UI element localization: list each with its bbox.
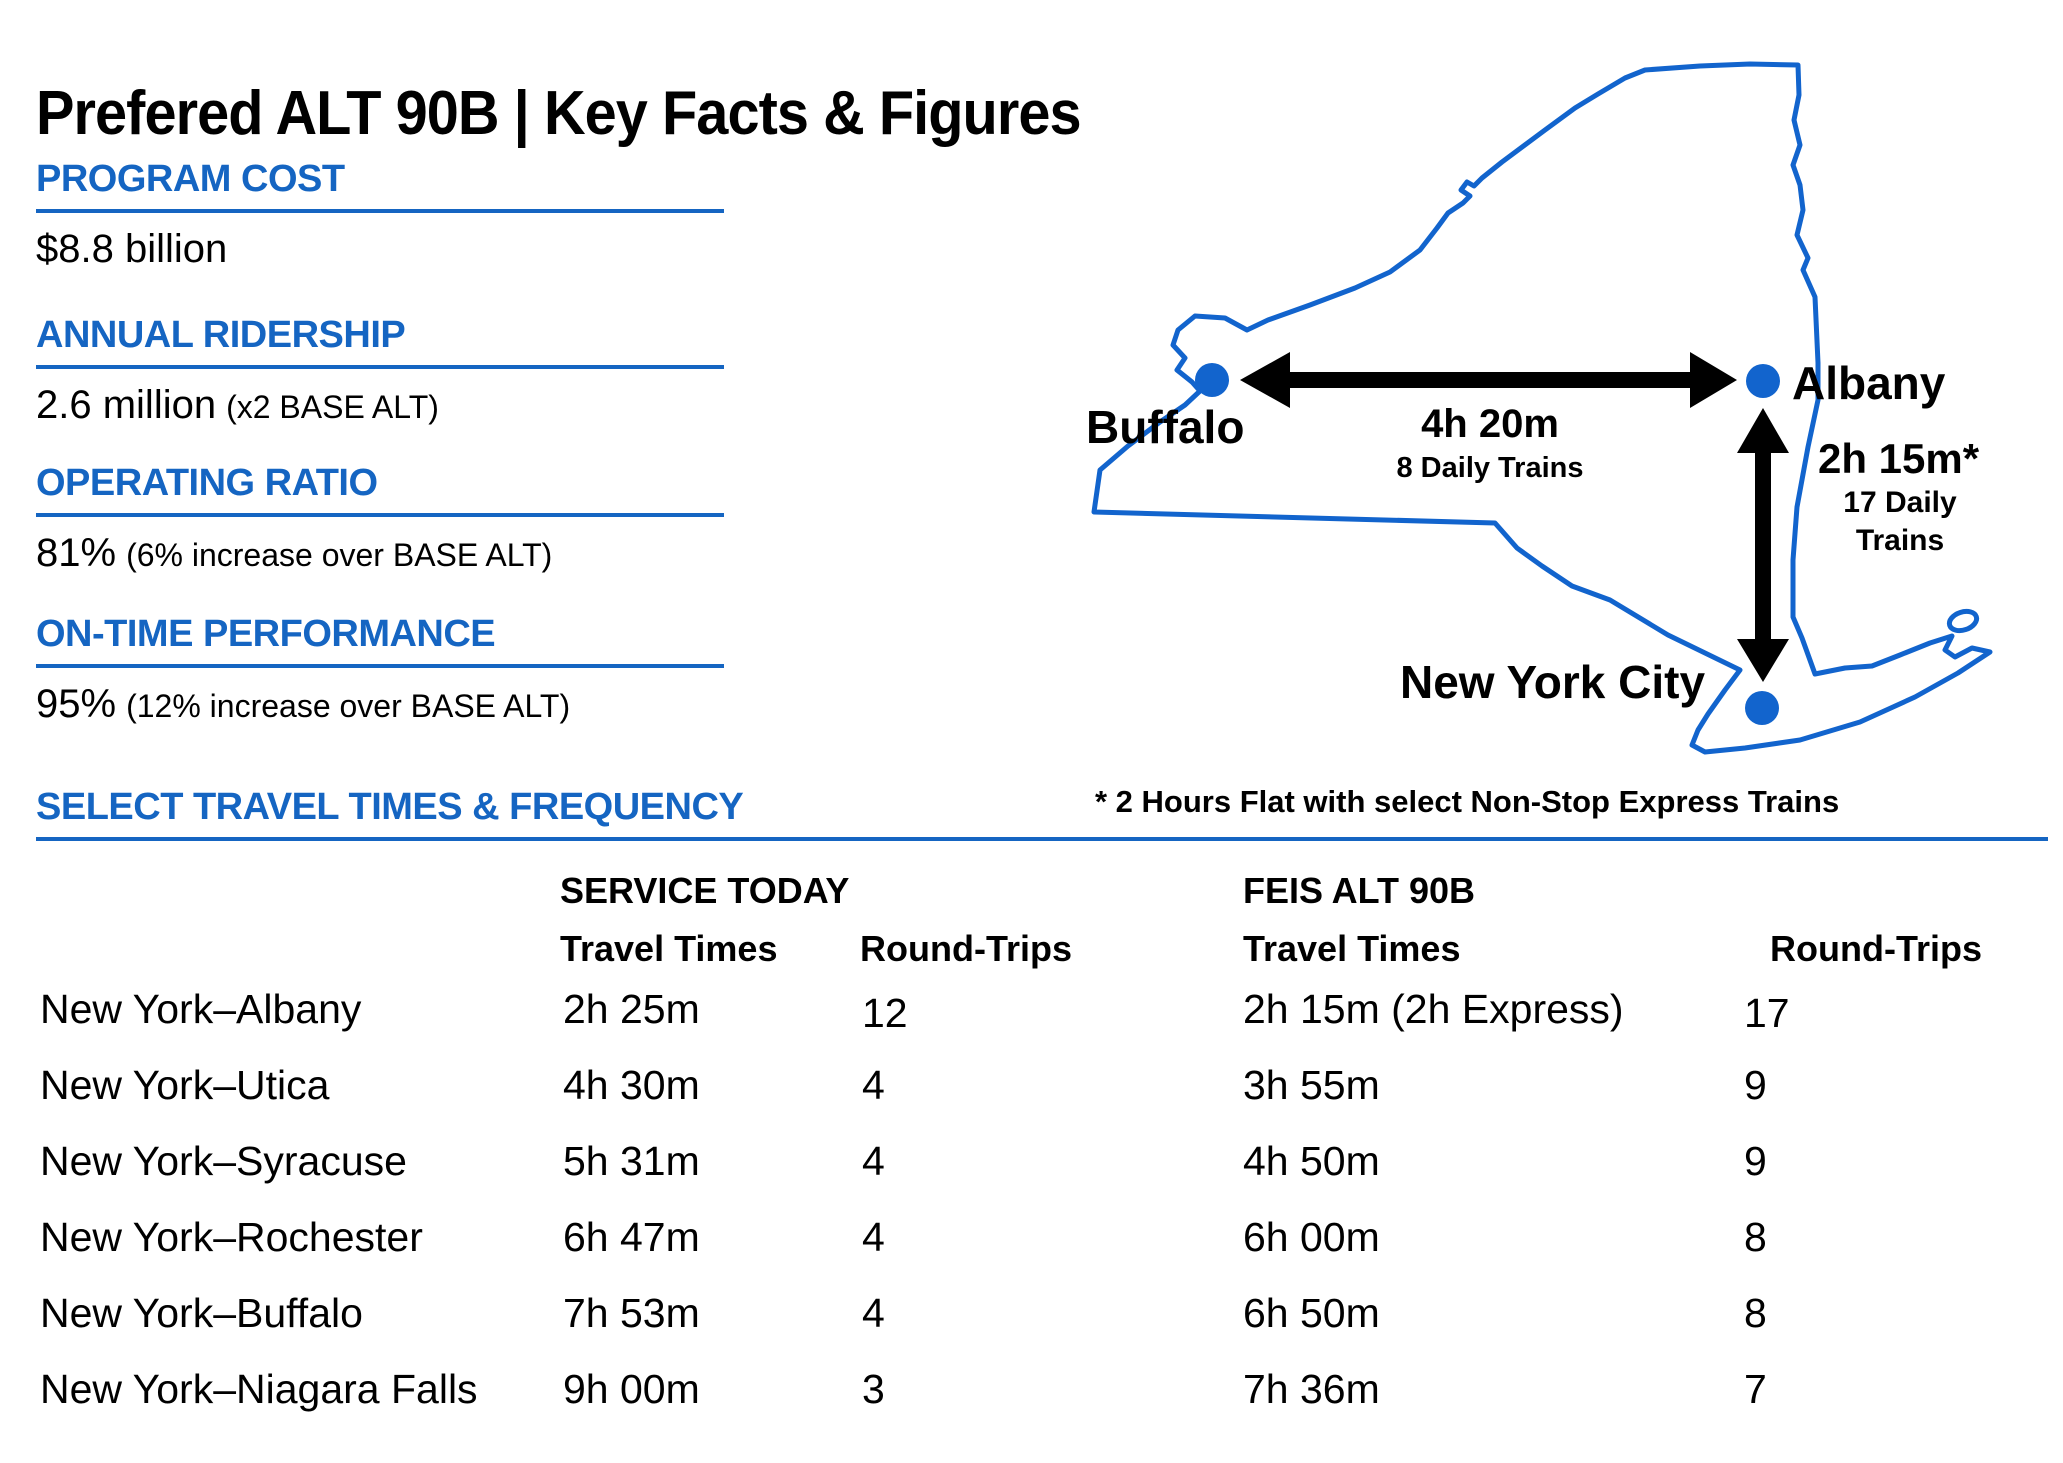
section-value	[36, 227, 724, 272]
group-header-service-today: SERVICE TODAY	[560, 870, 850, 911]
section-heading: ANNUAL RIDERSHIP	[36, 314, 724, 369]
section-annual-ridership	[36, 314, 724, 428]
section-program-cost	[36, 158, 724, 272]
feis-trips-cell: 9	[1744, 1138, 1767, 1184]
today-time-cell: 9h 00m	[563, 1366, 700, 1412]
today-trips-cell: 4	[862, 1290, 885, 1336]
feis-trips-cell: 8	[1744, 1290, 1767, 1336]
long-island-small-island	[1947, 608, 1979, 634]
group-header-feis-alt-90b: FEIS ALT 90B	[1243, 870, 1476, 911]
col-header-today-round-trips: Round-Trips	[860, 928, 1072, 969]
feis-time-cell: 7h 36m	[1243, 1366, 1380, 1412]
albany-nyc-frequency-line2: Trains	[1855, 523, 1945, 557]
section-value	[36, 531, 724, 576]
feis-trips-cell: 9	[1744, 1062, 1767, 1108]
feis-trips-cell: 7	[1744, 1366, 1767, 1412]
col-header-today-travel-times: Travel Times	[560, 928, 778, 969]
feis-time-cell: 6h 50m	[1243, 1290, 1380, 1336]
section-heading: OPERATING RATIO	[36, 462, 724, 517]
col-header-feis-travel-times: Travel Times	[1243, 928, 1461, 969]
feis-trips-cell: 17	[1744, 990, 1790, 1036]
section-heading: SELECT TRAVEL TIMES & FREQUENCY	[36, 786, 2048, 841]
route-cell: New York–Niagara Falls	[40, 1366, 478, 1412]
today-time-cell: 6h 47m	[563, 1214, 700, 1260]
feis-time-cell: 2h 15m (2h Express)	[1243, 986, 1624, 1032]
new-york-city-label: New York City	[1400, 656, 1706, 708]
today-trips-cell: 4	[862, 1214, 885, 1260]
feis-time-cell: 3h 55m	[1243, 1062, 1380, 1108]
albany-nyc-travel-time: 2h 15m*	[1818, 435, 1980, 482]
buffalo-albany-travel-time: 4h 20m	[1421, 402, 1559, 446]
today-trips-cell: 4	[862, 1138, 885, 1184]
route-cell: New York–Rochester	[40, 1214, 423, 1260]
buffalo-albany-frequency: 8 Daily Trains	[1396, 452, 1584, 484]
albany-nyc-arrow	[1737, 408, 1789, 682]
today-trips-cell: 12	[862, 990, 908, 1036]
feis-trips-cell: 8	[1744, 1214, 1767, 1260]
stat-note: (6% increase over BASE ALT)	[126, 537, 553, 573]
albany-city-label: Albany	[1792, 357, 1946, 409]
route-cell: New York–Syracuse	[40, 1138, 407, 1184]
route-cell: New York–Buffalo	[40, 1290, 363, 1336]
buffalo-city-label: Buffalo	[1086, 401, 1245, 453]
today-trips-cell: 3	[862, 1366, 885, 1412]
page-title: Prefered ALT 90B | Key Facts & Figures	[36, 78, 1081, 148]
section-on-time-performance	[36, 613, 724, 727]
today-time-cell: 7h 53m	[563, 1290, 700, 1336]
section-value	[36, 682, 724, 727]
today-time-cell: 2h 25m	[563, 986, 700, 1032]
albany-nyc-frequency	[1818, 484, 1982, 559]
section-travel-times-frequency	[36, 786, 2048, 841]
section-heading: PROGRAM COST	[36, 158, 724, 213]
section-value	[36, 383, 724, 428]
col-header-feis-round-trips: Round-Trips	[1770, 928, 1982, 969]
route-cell: New York–Albany	[40, 986, 362, 1032]
route-cell: New York–Utica	[40, 1062, 330, 1108]
stat-value: 2.6 million	[36, 383, 217, 427]
feis-time-cell: 4h 50m	[1243, 1138, 1380, 1184]
albany-nyc-frequency-line1: 17 Daily	[1843, 486, 1957, 519]
feis-time-cell: 6h 00m	[1243, 1214, 1380, 1260]
today-time-cell: 4h 30m	[563, 1062, 700, 1108]
albany-dot	[1746, 364, 1780, 398]
section-heading: ON-TIME PERFORMANCE	[36, 613, 724, 668]
stat-value: 81%	[36, 531, 117, 575]
stat-value: $8.8 billion	[36, 227, 228, 271]
stat-note: (x2 BASE ALT)	[226, 389, 439, 425]
buffalo-albany-arrow	[1240, 352, 1737, 408]
today-time-cell: 5h 31m	[563, 1138, 700, 1184]
section-operating-ratio	[36, 462, 724, 576]
nyc-dot	[1745, 691, 1779, 725]
buffalo-dot	[1195, 363, 1229, 397]
stat-value: 95%	[36, 682, 117, 726]
stat-note: (12% increase over BASE ALT)	[126, 688, 571, 724]
today-trips-cell: 4	[862, 1062, 885, 1108]
express-trains-footnote: * 2 Hours Flat with select Non-Stop Express Trains	[1095, 784, 1840, 819]
